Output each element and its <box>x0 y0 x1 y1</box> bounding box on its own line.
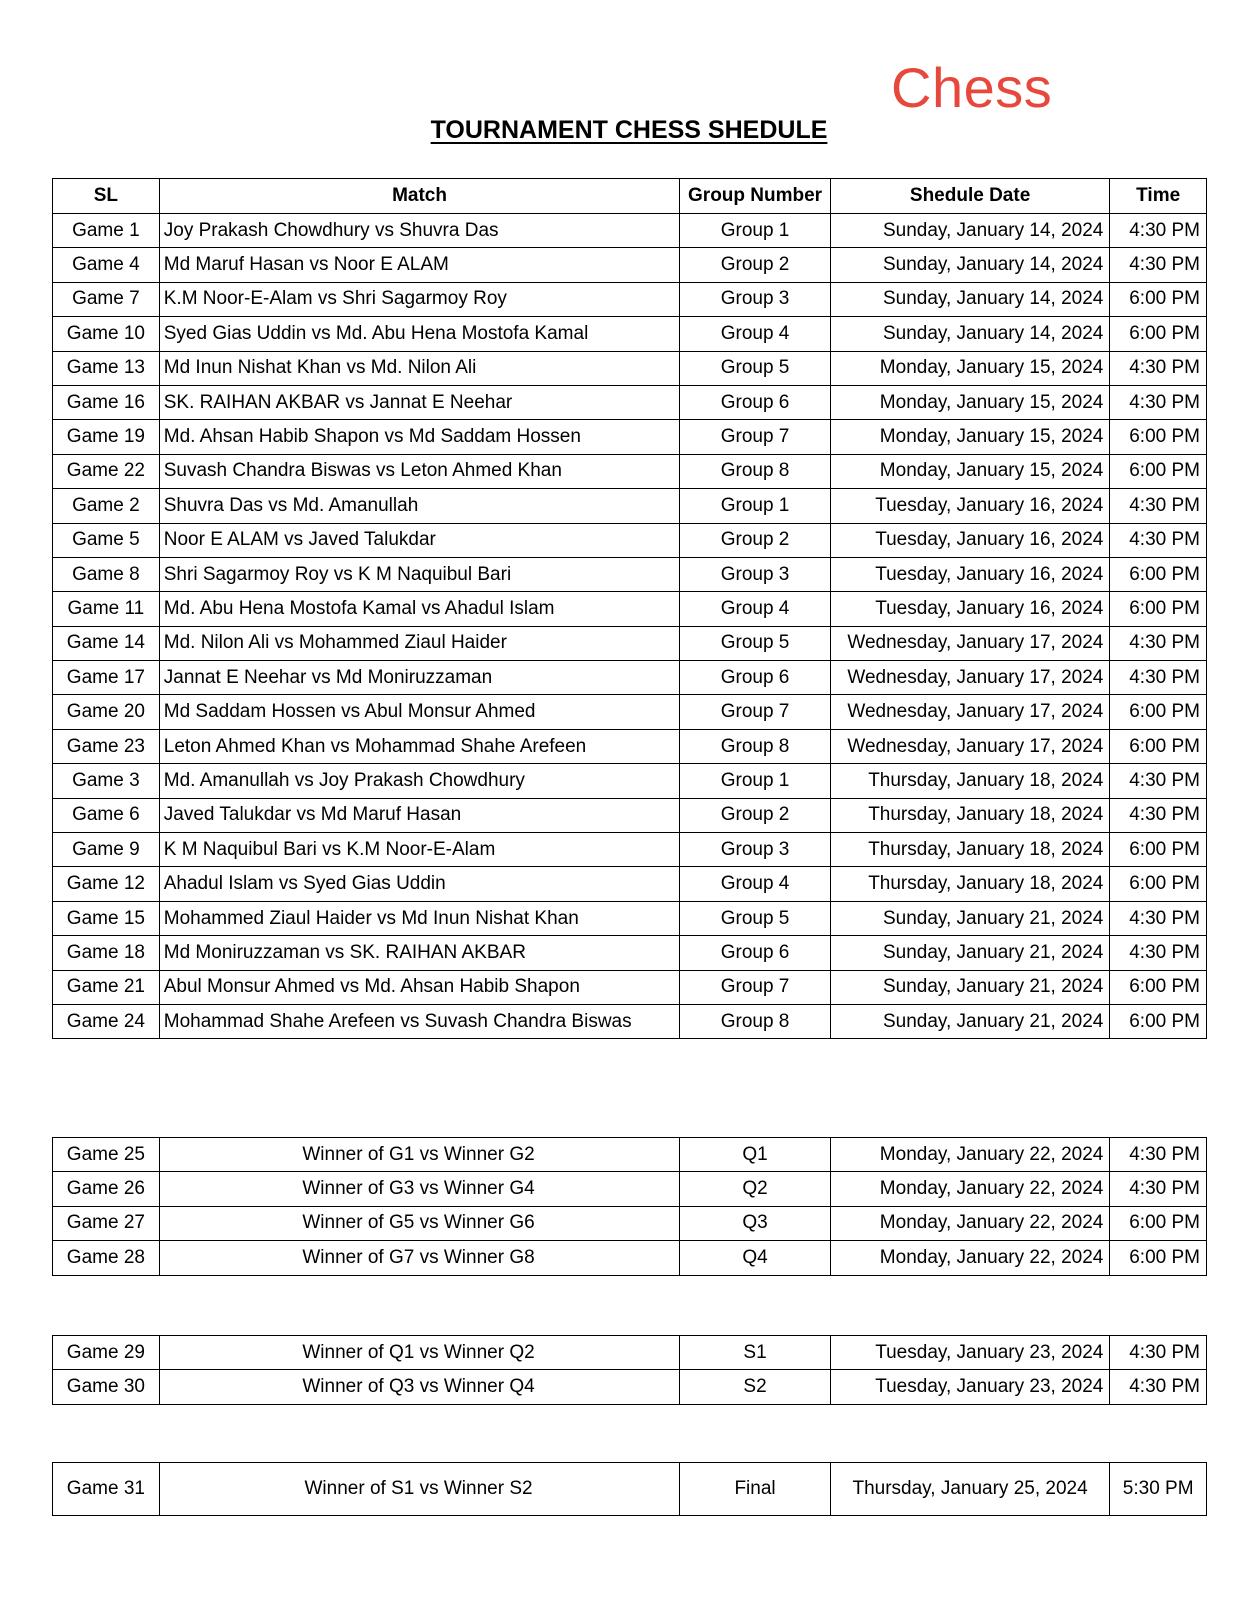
time-cell: 6:00 PM <box>1110 970 1207 1004</box>
game-number-cell: Game 21 <box>53 970 160 1004</box>
match-cell: Md Saddam Hossen vs Abul Monsur Ahmed <box>159 695 680 729</box>
table-row <box>53 385 1207 419</box>
game-number-cell: Game 20 <box>53 695 160 729</box>
date-cell: Monday, January 22, 2024 <box>830 1138 1110 1172</box>
date-cell: Sunday, January 21, 2024 <box>830 936 1110 970</box>
group-cell: Group 3 <box>680 282 830 316</box>
date-cell: Tuesday, January 16, 2024 <box>830 557 1110 591</box>
chess-label: Chess <box>891 56 1053 119</box>
time-cell: 4:30 PM <box>1110 1138 1207 1172</box>
date-cell: Thursday, January 18, 2024 <box>830 833 1110 867</box>
date-cell: Monday, January 15, 2024 <box>830 420 1110 454</box>
table-row <box>53 1241 1207 1275</box>
group-cell: S1 <box>680 1336 830 1370</box>
group-cell: Group 8 <box>680 729 830 763</box>
time-cell: 4:30 PM <box>1110 798 1207 832</box>
match-cell: K M Naquibul Bari vs K.M Noor-E-Alam <box>159 833 680 867</box>
group-cell: Final <box>680 1463 830 1516</box>
time-cell: 6:00 PM <box>1110 1241 1207 1275</box>
group-cell: Q3 <box>680 1206 830 1240</box>
date-cell: Monday, January 22, 2024 <box>830 1206 1110 1240</box>
game-number-cell: Game 6 <box>53 798 160 832</box>
time-cell: 6:00 PM <box>1110 454 1207 488</box>
table-row <box>53 420 1207 454</box>
header-date: Shedule Date <box>830 179 1110 214</box>
game-number-cell: Game 2 <box>53 489 160 523</box>
time-cell: 6:00 PM <box>1110 557 1207 591</box>
date-cell: Thursday, January 25, 2024 <box>830 1463 1110 1516</box>
match-cell: Mohammad Shahe Arefeen vs Suvash Chandra Biswas <box>159 1004 680 1038</box>
game-number-cell: Game 10 <box>53 317 160 351</box>
table-row <box>53 557 1207 591</box>
date-cell: Sunday, January 21, 2024 <box>830 901 1110 935</box>
table-row <box>53 214 1207 248</box>
table-row <box>53 1336 1207 1370</box>
time-cell: 6:00 PM <box>1110 282 1207 316</box>
game-number-cell: Game 29 <box>53 1336 160 1370</box>
table-row <box>53 317 1207 351</box>
quarter-final-table <box>52 1137 1207 1276</box>
header-group: Group Number <box>680 179 830 214</box>
match-cell: Winner of G3 vs Winner G4 <box>159 1172 680 1206</box>
time-cell: 4:30 PM <box>1110 1370 1207 1404</box>
date-cell: Sunday, January 21, 2024 <box>830 1004 1110 1038</box>
group-cell: Group 1 <box>680 489 830 523</box>
time-cell: 4:30 PM <box>1110 351 1207 385</box>
time-cell: 6:00 PM <box>1110 317 1207 351</box>
header-sl: SL <box>53 179 160 214</box>
date-cell: Monday, January 22, 2024 <box>830 1172 1110 1206</box>
match-cell: Winner of G5 vs Winner G6 <box>159 1206 680 1240</box>
group-cell: Group 4 <box>680 867 830 901</box>
date-cell: Thursday, January 18, 2024 <box>830 798 1110 832</box>
game-number-cell: Game 26 <box>53 1172 160 1206</box>
match-cell: Javed Talukdar vs Md Maruf Hasan <box>159 798 680 832</box>
group-cell: Group 2 <box>680 523 830 557</box>
group-cell: Group 3 <box>680 833 830 867</box>
date-cell: Wednesday, January 17, 2024 <box>830 661 1110 695</box>
match-cell: Md Maruf Hasan vs Noor E ALAM <box>159 248 680 282</box>
match-cell: Mohammed Ziaul Haider vs Md Inun Nishat Khan <box>159 901 680 935</box>
table-row <box>53 1463 1207 1516</box>
game-number-cell: Game 4 <box>53 248 160 282</box>
table-row <box>53 626 1207 660</box>
match-cell: Winner of Q3 vs Winner Q4 <box>159 1370 680 1404</box>
page-title: TOURNAMENT CHESS SHEDULE <box>430 116 828 144</box>
table-row <box>53 867 1207 901</box>
game-number-cell: Game 22 <box>53 454 160 488</box>
table-row <box>53 833 1207 867</box>
group-cell: Group 4 <box>680 592 830 626</box>
game-number-cell: Game 31 <box>53 1463 160 1516</box>
table-row <box>53 1370 1207 1404</box>
time-cell: 6:00 PM <box>1110 592 1207 626</box>
game-number-cell: Game 7 <box>53 282 160 316</box>
game-number-cell: Game 13 <box>53 351 160 385</box>
table-row <box>53 592 1207 626</box>
time-cell: 4:30 PM <box>1110 214 1207 248</box>
group-cell: Group 6 <box>680 936 830 970</box>
match-cell: Shuvra Das vs Md. Amanullah <box>159 489 680 523</box>
date-cell: Tuesday, January 23, 2024 <box>830 1336 1110 1370</box>
game-number-cell: Game 23 <box>53 729 160 763</box>
date-cell: Tuesday, January 16, 2024 <box>830 489 1110 523</box>
table-row <box>53 1004 1207 1038</box>
group-cell: Group 5 <box>680 626 830 660</box>
match-cell: Md. Ahsan Habib Shapon vs Md Saddam Hossen <box>159 420 680 454</box>
group-cell: Group 6 <box>680 661 830 695</box>
game-number-cell: Game 12 <box>53 867 160 901</box>
table-row <box>53 523 1207 557</box>
game-number-cell: Game 14 <box>53 626 160 660</box>
table-row <box>53 1206 1207 1240</box>
match-cell: Suvash Chandra Biswas vs Leton Ahmed Khan <box>159 454 680 488</box>
match-cell: Leton Ahmed Khan vs Mohammad Shahe Arefeen <box>159 729 680 763</box>
time-cell: 6:00 PM <box>1110 833 1207 867</box>
match-cell: Md Inun Nishat Khan vs Md. Nilon Ali <box>159 351 680 385</box>
time-cell: 4:30 PM <box>1110 936 1207 970</box>
time-cell: 4:30 PM <box>1110 1336 1207 1370</box>
match-cell: Syed Gias Uddin vs Md. Abu Hena Mostofa Kamal <box>159 317 680 351</box>
match-cell: Md. Nilon Ali vs Mohammed Ziaul Haider <box>159 626 680 660</box>
game-number-cell: Game 9 <box>53 833 160 867</box>
group-cell: Group 5 <box>680 901 830 935</box>
game-number-cell: Game 19 <box>53 420 160 454</box>
time-cell: 4:30 PM <box>1110 626 1207 660</box>
match-cell: Joy Prakash Chowdhury vs Shuvra Das <box>159 214 680 248</box>
time-cell: 4:30 PM <box>1110 661 1207 695</box>
match-cell: Jannat E Neehar vs Md Moniruzzaman <box>159 661 680 695</box>
date-cell: Thursday, January 18, 2024 <box>830 867 1110 901</box>
match-cell: Md. Amanullah vs Joy Prakash Chowdhury <box>159 764 680 798</box>
time-cell: 5:30 PM <box>1110 1463 1207 1516</box>
game-number-cell: Game 30 <box>53 1370 160 1404</box>
group-cell: Q1 <box>680 1138 830 1172</box>
date-cell: Sunday, January 14, 2024 <box>830 248 1110 282</box>
match-cell: SK. RAIHAN AKBAR vs Jannat E Neehar <box>159 385 680 419</box>
table-row <box>53 729 1207 763</box>
table-row <box>53 970 1207 1004</box>
table-row <box>53 282 1207 316</box>
game-number-cell: Game 5 <box>53 523 160 557</box>
game-number-cell: Game 15 <box>53 901 160 935</box>
date-cell: Tuesday, January 16, 2024 <box>830 592 1110 626</box>
match-cell: Noor E ALAM vs Javed Talukdar <box>159 523 680 557</box>
header-match: Match <box>159 179 680 214</box>
final-table <box>52 1462 1207 1516</box>
match-cell: K.M Noor-E-Alam vs Shri Sagarmoy Roy <box>159 282 680 316</box>
table-row <box>53 248 1207 282</box>
game-number-cell: Game 27 <box>53 1206 160 1240</box>
match-cell: Winner of G7 vs Winner G8 <box>159 1241 680 1275</box>
match-cell: Shri Sagarmoy Roy vs K M Naquibul Bari <box>159 557 680 591</box>
date-cell: Wednesday, January 17, 2024 <box>830 626 1110 660</box>
time-cell: 4:30 PM <box>1110 901 1207 935</box>
table-row <box>53 1172 1207 1206</box>
date-cell: Thursday, January 18, 2024 <box>830 764 1110 798</box>
table-row <box>53 454 1207 488</box>
time-cell: 6:00 PM <box>1110 1206 1207 1240</box>
date-cell: Monday, January 15, 2024 <box>830 351 1110 385</box>
game-number-cell: Game 25 <box>53 1138 160 1172</box>
group-cell: Group 3 <box>680 557 830 591</box>
time-cell: 4:30 PM <box>1110 248 1207 282</box>
match-cell: Winner of G1 vs Winner G2 <box>159 1138 680 1172</box>
time-cell: 6:00 PM <box>1110 695 1207 729</box>
group-cell: S2 <box>680 1370 830 1404</box>
date-cell: Monday, January 15, 2024 <box>830 454 1110 488</box>
semi-final-table <box>52 1335 1207 1405</box>
table-row <box>53 661 1207 695</box>
group-cell: Group 1 <box>680 764 830 798</box>
header-row <box>53 179 1207 214</box>
table-row <box>53 936 1207 970</box>
date-cell: Sunday, January 14, 2024 <box>830 282 1110 316</box>
header-time: Time <box>1110 179 1207 214</box>
table-row <box>53 798 1207 832</box>
game-number-cell: Game 17 <box>53 661 160 695</box>
match-cell: Md. Abu Hena Mostofa Kamal vs Ahadul Islam <box>159 592 680 626</box>
time-cell: 4:30 PM <box>1110 764 1207 798</box>
time-cell: 4:30 PM <box>1110 523 1207 557</box>
date-cell: Wednesday, January 17, 2024 <box>830 729 1110 763</box>
date-cell: Sunday, January 14, 2024 <box>830 214 1110 248</box>
game-number-cell: Game 18 <box>53 936 160 970</box>
game-number-cell: Game 28 <box>53 1241 160 1275</box>
group-cell: Group 4 <box>680 317 830 351</box>
time-cell: 6:00 PM <box>1110 420 1207 454</box>
game-number-cell: Game 3 <box>53 764 160 798</box>
table-row <box>53 351 1207 385</box>
game-number-cell: Game 8 <box>53 557 160 591</box>
date-cell: Monday, January 15, 2024 <box>830 385 1110 419</box>
group-cell: Group 1 <box>680 214 830 248</box>
time-cell: 6:00 PM <box>1110 729 1207 763</box>
game-number-cell: Game 24 <box>53 1004 160 1038</box>
date-cell: Sunday, January 14, 2024 <box>830 317 1110 351</box>
game-number-cell: Game 16 <box>53 385 160 419</box>
group-cell: Group 7 <box>680 695 830 729</box>
group-cell: Group 5 <box>680 351 830 385</box>
table-row <box>53 695 1207 729</box>
group-cell: Group 7 <box>680 420 830 454</box>
table-row <box>53 1138 1207 1172</box>
time-cell: 4:30 PM <box>1110 1172 1207 1206</box>
date-cell: Tuesday, January 16, 2024 <box>830 523 1110 557</box>
time-cell: 4:30 PM <box>1110 489 1207 523</box>
time-cell: 6:00 PM <box>1110 1004 1207 1038</box>
date-cell: Tuesday, January 23, 2024 <box>830 1370 1110 1404</box>
group-cell: Group 8 <box>680 1004 830 1038</box>
time-cell: 6:00 PM <box>1110 867 1207 901</box>
match-cell: Md Moniruzzaman vs SK. RAIHAN AKBAR <box>159 936 680 970</box>
date-cell: Sunday, January 21, 2024 <box>830 970 1110 1004</box>
table-row <box>53 764 1207 798</box>
group-cell: Group 8 <box>680 454 830 488</box>
time-cell: 4:30 PM <box>1110 385 1207 419</box>
group-cell: Group 2 <box>680 248 830 282</box>
group-stage-table <box>52 178 1207 1039</box>
game-number-cell: Game 11 <box>53 592 160 626</box>
date-cell: Monday, January 22, 2024 <box>830 1241 1110 1275</box>
table-row <box>53 489 1207 523</box>
match-cell: Abul Monsur Ahmed vs Md. Ahsan Habib Shapon <box>159 970 680 1004</box>
game-number-cell: Game 1 <box>53 214 160 248</box>
table-row <box>53 901 1207 935</box>
date-cell: Wednesday, January 17, 2024 <box>830 695 1110 729</box>
group-cell: Group 6 <box>680 385 830 419</box>
match-cell: Winner of S1 vs Winner S2 <box>159 1463 680 1516</box>
match-cell: Winner of Q1 vs Winner Q2 <box>159 1336 680 1370</box>
group-cell: Group 2 <box>680 798 830 832</box>
group-cell: Group 7 <box>680 970 830 1004</box>
group-cell: Q2 <box>680 1172 830 1206</box>
group-cell: Q4 <box>680 1241 830 1275</box>
match-cell: Ahadul Islam vs Syed Gias Uddin <box>159 867 680 901</box>
